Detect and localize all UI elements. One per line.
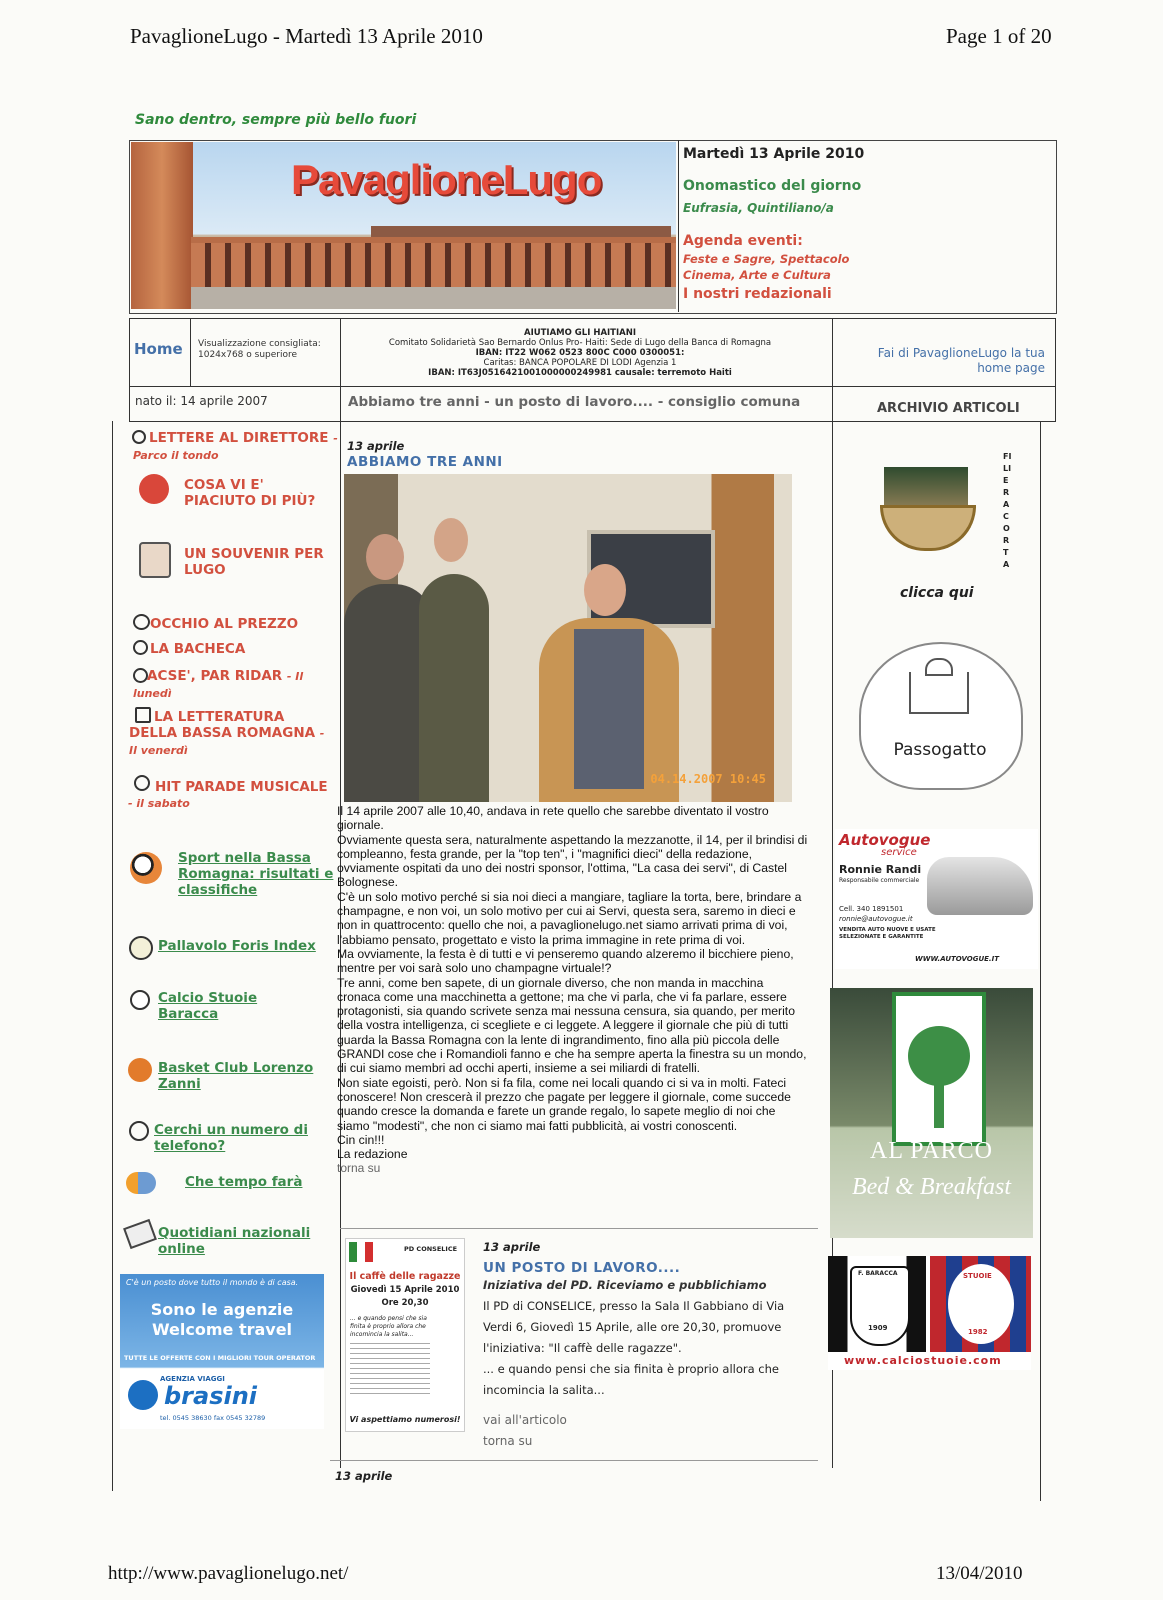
nav-quotidiani[interactable]: Quotidiani nazionali online (158, 1225, 311, 1257)
print-header-title: PavaglioneLugo - Martedì 13 Aprile 2010 (130, 24, 483, 48)
nav-cosa-vi-piace[interactable]: COSA VI E' PIACIUTO DI PIÙ? (184, 477, 316, 509)
header-banner[interactable] (131, 142, 676, 309)
globe-logo-icon (128, 1380, 158, 1410)
print-page-number: Page 1 of 20 (946, 24, 1052, 48)
eye-icon (133, 614, 150, 630)
print-footer-date: 13/04/2010 (936, 1563, 1023, 1584)
article1-title[interactable]: ABBIAMO TRE ANNI (347, 454, 503, 470)
book-icon (135, 707, 151, 723)
article3-date: 13 aprile (335, 1469, 393, 1483)
basketball-icon (128, 1058, 152, 1082)
sports-balls-icon (130, 852, 162, 884)
agenda-link-feste[interactable]: Feste e Sagre, Spettacolo (683, 252, 850, 266)
car-image (927, 857, 1033, 915)
display-hint: Visualizzazione consigliata: 1024x768 o superiore (198, 339, 321, 360)
soccer-ball-icon (130, 990, 150, 1010)
board-icon (133, 640, 148, 655)
ad-brasini-travel[interactable]: C'è un posto dove tutto il mondo è di casa. Sono le agenzie Welcome travel TUTTE LE OFFERTE CON I MIGLIORI TOUR OPERATOR AGENZIA VIAGGI brasini tel. 0545 38630 fax 0545 32789 (120, 1274, 324, 1429)
volleyball-icon (129, 936, 153, 960)
nav-souvenir[interactable]: UN SOUVENIR PER LUGO (184, 546, 324, 578)
article2-body: Il PD di CONSELICE, presso la Sala Il Gabbiano di Via Verdi 6, Giovedì 15 Aprile, alle ore 20,30, promuove l'iniziativa: "Il caffè delle ragazze". ... e quando pensi che sia finita è proprio allora che incomincia la salita... (483, 1299, 785, 1397)
nav-tempo[interactable]: Che tempo farà (185, 1174, 303, 1190)
ad-al-parco[interactable]: AL PARCO Bed & Breakfast (830, 988, 1033, 1238)
site-logo: PavaglioneLugo (291, 156, 602, 203)
nav-acse[interactable]: ACSE', PAR RIDAR - Il lunedì (133, 668, 304, 700)
phone-icon (129, 1121, 149, 1141)
gift-basket-icon (880, 505, 976, 551)
article1-back-to-top[interactable]: torna su (337, 1161, 381, 1176)
article2-read-more[interactable]: vai all'articolo (483, 1413, 567, 1427)
article2-back-to-top[interactable]: torna su (483, 1434, 533, 1448)
ribbon-icon (139, 474, 169, 504)
article1-photo[interactable] (344, 474, 792, 802)
header-date: Martedì 13 Aprile 2010 (683, 146, 865, 162)
church-icon (909, 672, 969, 714)
redazionali-link[interactable]: I nostri redazionali (683, 286, 832, 302)
article2-flyer[interactable]: PD CONSELICE Il caffè delle ragazze Giovedì 15 Aprile 2010 Ore 20,30 ... e quando pensi che sia finita è proprio allora che incomincia la salita... Vi aspettiamo numerosi! (345, 1238, 465, 1432)
homepage-link[interactable]: Fai di PavaglioneLugo la tua home page (877, 346, 1045, 375)
laugh-icon (133, 668, 148, 683)
nav-calcio[interactable]: Calcio Stuoie Baracca (158, 990, 258, 1022)
ad-filiera-corta[interactable]: FILIERA CORTA clicca qui (876, 449, 1016, 604)
ad-passogatto[interactable]: Passogatto (851, 636, 1029, 794)
article1-date: 13 aprile (347, 439, 405, 453)
pd-logo-icon (349, 1242, 373, 1262)
agenda-title[interactable]: Agenda eventi: (683, 233, 803, 249)
ad-calcio-stuoie[interactable]: F. BARACCA 1909 STUOIE 1982 www.calciostuoie.com (828, 1256, 1031, 1370)
article2-title[interactable]: UN POSTO DI LAVORO.... (483, 1260, 681, 1276)
nav-telefono[interactable]: Cerchi un numero di telefono? (154, 1122, 308, 1154)
home-link[interactable]: Home (134, 340, 183, 358)
tagline: Sano dentro, sempre più bello fuori (135, 112, 417, 128)
onomastico-names: Eufrasia, Quintiliano/a (683, 201, 834, 215)
mail-icon (132, 430, 146, 444)
article2-date: 13 aprile (483, 1240, 541, 1254)
nav-basket[interactable]: Basket Club Lorenzo Zanni (158, 1060, 314, 1092)
music-icon (134, 775, 150, 791)
tree-logo-icon (892, 992, 986, 1146)
nav-lettere[interactable]: LETTERE AL DIRETTORE - Parco il tondo (133, 430, 338, 462)
article1-body: Il 14 aprile 2007 alle 10,40, andava in rete quello che sarebbe diventato il vostro giornale. Ovviamente questa sera, naturalmente aspettando la mezzanotte, il 14, per il brindisi di compleanno, festa grande, per la "top ten", i "magnifici dieci" della redazione, ovviamente ospitati da uno dei nostri sponsor, l'ottima, "La casa dei servi", di Castel Bolognese. C'è un solo motivo perché si sia noi dieci a mangiare, tagliare la torta, bere, brindare a champagne, e non voi, un solo motivo per cui ai Servi, questa sera, saremo in dieci e non in quattrocento: quello che noi, a pavaglionelugo.net siamo arrivati prima di voi, l'abbiamo pensato, progettato e visto la prima immagine in rete prima di voi. Ma ovviamente, la festa è di tutti e vi penseremo quando alzeremo il bicchiere pieno, mentre per voi sarà solo uno champagne virtuale!? Tre anni, come ben sapete, di un giornale diverso, che non manda in macchina cronaca come una macchinetta a gettone; ma che vi parla, che vi fa parlare, essere protagonisti, sia quando scrivete senza mai nessuna censura, sia quando, per merito della vostra intelligenza, ci scegliete e ci leggete. A leggere il giornale che più di tutti guarda la Bassa Romagna con la lente di ingrandimento, fino alla più piccola delle GRANDI cose che i Romandioli fanno e che ha sempre aperta la finestra su un mondo, di cui siamo membri ad occhi aperti, insieme a sei miliardi di fratelli. Non siate egoisti, però. Non si fa fila, come nei locali quando ci si va in molti. Fateci conoscere! Non crescerà il prezzo che pagate per leggere il giornale, come succede quando cresce la domanda e farete un grande regalo, lo sapete meglio di noi che siamo "modesti", che non ci siamo mai fatti pubblicità, ai vostri conoscenti. Cin cin!!! La redazione torna su (337, 804, 810, 1176)
article2-subtitle: Iniziativa del PD. Riceviamo e pubblichiamo (483, 1278, 767, 1292)
nav-sport[interactable]: Sport nella Bassa Romagna: risultati e classifiche (178, 850, 334, 898)
agenda-link-cinema[interactable]: Cinema, Arte e Cultura (683, 268, 831, 282)
ad-autovogue[interactable]: Autovogue service Ronnie Randi Responsabile commerciale Cell. 340 1891501 ronnie@autovogue.it VENDITA AUTO NUOVE E USATE SELEZIONATE E GARANTITE WWW.AUTOVOGUE.IT (835, 829, 1038, 969)
haiti-appeal: AIUTIAMO GLI HAITIANI Comitato Solidarietà Sao Bernardo Onlus Pro- Haiti: Sede di Lugo della Banca di Romagna IBAN: IT22 W062 0523 800C C000 0300051: Caritas: BANCA POPOLARE DI LODI Agenzia 1 IBAN: IT63J0516421001000000249981 causale: terremoto Haiti (388, 328, 772, 378)
weather-icon (126, 1172, 156, 1194)
archive-link[interactable]: ARCHIVIO ARTICOLI (877, 401, 1020, 416)
nav-letteratura[interactable]: LA LETTERATURA DELLA BASSA ROMAGNA - Il venerdì (129, 709, 325, 757)
baracca-crest-icon (850, 1266, 910, 1346)
nav-pallavolo[interactable]: Pallavolo Foris Index (158, 938, 316, 954)
print-footer-url: http://www.pavaglionelugo.net/ (108, 1563, 349, 1584)
nav-hit-parade[interactable]: HIT PARADE MUSICALE - il sabato (128, 779, 333, 812)
news-ticker[interactable]: Abbiamo tre anni - un posto di lavoro.... - consiglio comuna (348, 394, 801, 410)
nav-occhio[interactable]: OCCHIO AL PREZZO (150, 616, 299, 632)
header-side (683, 146, 1043, 302)
onomastico-title[interactable]: Onomastico del giorno (683, 178, 862, 194)
nav-bacheca[interactable]: LA BACHECA (150, 641, 246, 657)
photo-timestamp: 04.14.2007 10:45 (650, 772, 766, 786)
crest-icon (139, 542, 171, 578)
founded-date: nato il: 14 aprile 2007 (135, 394, 268, 408)
newspaper-icon (123, 1219, 157, 1249)
